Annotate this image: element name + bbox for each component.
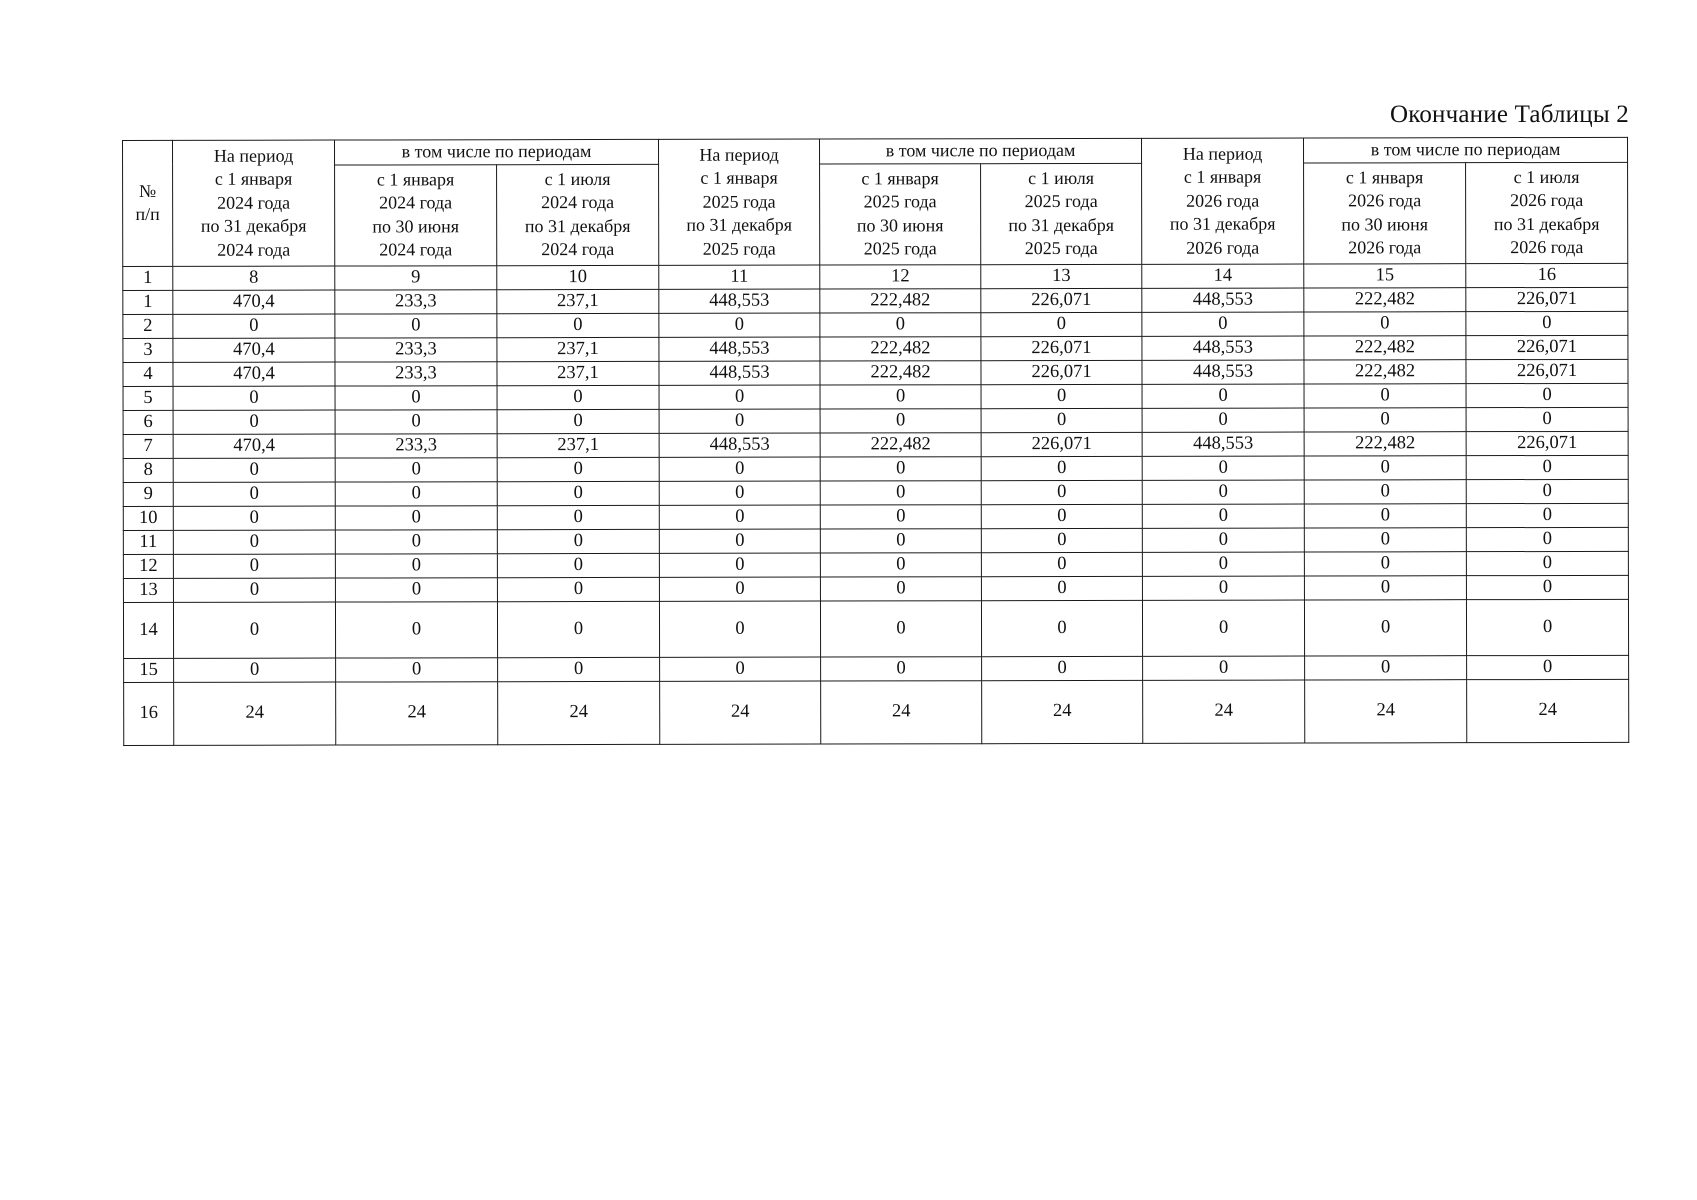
- row-number-cell: 5: [123, 386, 173, 410]
- value-cell: 222,482: [1304, 287, 1466, 311]
- value-cell: 0: [1142, 312, 1304, 336]
- value-cell: 226,071: [981, 360, 1142, 384]
- value-cell: 0: [981, 504, 1142, 528]
- value-cell: 0: [981, 600, 1142, 656]
- value-cell: 24: [174, 682, 336, 745]
- value-cell: 0: [497, 577, 659, 601]
- value-cell: 0: [335, 313, 497, 337]
- value-cell: 0: [659, 457, 820, 481]
- value-cell: 0: [821, 656, 982, 680]
- value-cell: 0: [981, 552, 1142, 576]
- value-cell: 0: [335, 601, 497, 657]
- table-row: [123, 479, 1628, 506]
- row-number-cell: 3: [123, 338, 173, 362]
- value-cell: 0: [820, 528, 981, 552]
- value-cell: 0: [659, 553, 820, 577]
- table-row: [123, 575, 1628, 602]
- value-cell: 0: [335, 457, 497, 481]
- value-cell: 448,553: [1142, 288, 1304, 312]
- value-cell: 0: [173, 506, 335, 530]
- value-cell: 0: [981, 408, 1142, 432]
- value-cell: 226,071: [981, 336, 1142, 360]
- column-number-cell: 11: [659, 265, 820, 289]
- value-cell: 237,1: [497, 361, 659, 385]
- row-number-cell: 6: [123, 410, 173, 434]
- value-cell: 222,482: [820, 336, 981, 360]
- table-row: [123, 599, 1628, 658]
- h1-2025-header: с 1 января 2025 года по 30 июня 2025 года: [820, 163, 981, 264]
- value-cell: 448,553: [659, 361, 820, 385]
- value-cell: 24: [1467, 679, 1629, 742]
- h2-2024-header: с 1 июля 2024 года по 31 декабря 2024 года: [497, 164, 659, 265]
- row-number-cell: 8: [123, 458, 173, 482]
- value-cell: 0: [497, 529, 659, 553]
- value-cell: 0: [173, 410, 335, 434]
- h2-2025-header: с 1 июля 2025 года по 31 декабря 2025 года: [981, 163, 1142, 264]
- column-number-cell: 15: [1304, 263, 1466, 287]
- value-cell: 24: [336, 681, 498, 744]
- value-cell: 448,553: [1142, 432, 1304, 456]
- column-number-cell: 8: [173, 266, 335, 290]
- row-number-cell: 16: [124, 682, 174, 745]
- value-cell: 0: [659, 313, 820, 337]
- total-2024-header: На период с 1 января 2024 года по 31 декабря 2024 года: [173, 140, 335, 266]
- value-cell: 0: [497, 385, 659, 409]
- value-cell: 226,071: [981, 432, 1142, 456]
- table-row: [123, 455, 1628, 482]
- value-cell: 0: [174, 658, 336, 682]
- value-cell: 0: [335, 505, 497, 529]
- value-cell: 0: [497, 457, 659, 481]
- value-cell: 226,071: [1466, 335, 1628, 359]
- value-cell: 0: [659, 505, 820, 529]
- column-number-cell: 1: [123, 266, 173, 290]
- table-row: [123, 359, 1628, 386]
- value-cell: 0: [1142, 384, 1304, 408]
- column-number-row: [123, 263, 1628, 290]
- value-cell: 0: [1142, 528, 1304, 552]
- value-cell: 448,553: [1142, 336, 1304, 360]
- value-cell: 0: [981, 312, 1142, 336]
- value-cell: 0: [1142, 552, 1304, 576]
- row-number-cell: 11: [123, 530, 173, 554]
- table-row: [123, 527, 1628, 554]
- value-cell: 0: [659, 529, 820, 553]
- value-cell: 226,071: [981, 288, 1142, 312]
- row-number-cell: 15: [124, 658, 174, 682]
- value-cell: 0: [1304, 455, 1466, 479]
- column-number-cell: 9: [335, 265, 497, 289]
- value-cell: 0: [820, 456, 981, 480]
- value-cell: 448,553: [1142, 360, 1304, 384]
- row-number-cell: 4: [123, 362, 173, 386]
- value-cell: 0: [820, 480, 981, 504]
- value-cell: 0: [1466, 503, 1628, 527]
- value-cell: 237,1: [497, 289, 659, 313]
- row-number-cell: 7: [123, 434, 173, 458]
- value-cell: 0: [659, 481, 820, 505]
- value-cell: 0: [335, 529, 497, 553]
- value-cell: 0: [335, 577, 497, 601]
- value-cell: 237,1: [497, 337, 659, 361]
- row-number-cell: 12: [123, 554, 173, 578]
- value-cell: 0: [1142, 456, 1304, 480]
- value-cell: 0: [1143, 656, 1305, 680]
- value-cell: 0: [497, 481, 659, 505]
- value-cell: 0: [1142, 480, 1304, 504]
- row-number-cell: 1: [123, 290, 173, 314]
- value-cell: 470,4: [173, 290, 335, 314]
- value-cell: 0: [335, 385, 497, 409]
- value-cell: 470,4: [173, 434, 335, 458]
- h1-2024-header: с 1 января 2024 года по 30 июня 2024 года: [335, 164, 497, 265]
- value-cell: 0: [497, 505, 659, 529]
- table-row: [123, 551, 1628, 578]
- value-cell: 0: [820, 408, 981, 432]
- table-row: [123, 287, 1628, 314]
- column-number-cell: 12: [820, 264, 981, 288]
- value-cell: 222,482: [1304, 335, 1466, 359]
- value-cell: 24: [1143, 680, 1305, 743]
- value-cell: 0: [173, 554, 335, 578]
- total-2026-header: На период с 1 января 2026 года по 31 декабря 2026 года: [1142, 138, 1304, 264]
- value-cell: 0: [1304, 503, 1466, 527]
- value-cell: 222,482: [820, 288, 981, 312]
- value-cell: 0: [1466, 599, 1628, 655]
- table-row: [123, 335, 1628, 362]
- value-cell: 448,553: [659, 337, 820, 361]
- value-cell: 0: [497, 601, 659, 657]
- value-cell: 233,3: [335, 337, 497, 361]
- value-cell: 0: [1466, 551, 1628, 575]
- value-cell: 226,071: [1466, 359, 1628, 383]
- value-cell: 0: [1304, 407, 1466, 431]
- table-row: [123, 431, 1628, 458]
- value-cell: 0: [173, 314, 335, 338]
- value-cell: 0: [659, 385, 820, 409]
- value-cell: 226,071: [1466, 287, 1628, 311]
- value-cell: 0: [981, 480, 1142, 504]
- table-row: [123, 407, 1628, 434]
- value-cell: 222,482: [1304, 431, 1466, 455]
- value-cell: 233,3: [335, 361, 497, 385]
- value-cell: 0: [820, 384, 981, 408]
- subperiods-2024-header: в том числе по периодам: [335, 139, 659, 164]
- value-cell: 0: [659, 409, 820, 433]
- value-cell: 24: [498, 681, 660, 744]
- value-cell: 0: [981, 576, 1142, 600]
- value-cell: 0: [497, 313, 659, 337]
- value-cell: 0: [1466, 407, 1628, 431]
- column-number-cell: 13: [981, 264, 1142, 288]
- row-number-cell: 2: [123, 314, 173, 338]
- value-cell: 0: [820, 504, 981, 528]
- table-row: [124, 655, 1629, 682]
- table-row: [124, 679, 1629, 745]
- value-cell: 0: [1466, 527, 1628, 551]
- h1-2026-header: с 1 января 2026 года по 30 июня 2026 года: [1304, 162, 1466, 263]
- subperiods-2026-header: в том числе по периодам: [1304, 137, 1628, 162]
- value-cell: 0: [497, 409, 659, 433]
- value-cell: 0: [1304, 575, 1466, 599]
- value-cell: 0: [1304, 311, 1466, 335]
- row-number-cell: 14: [123, 602, 173, 658]
- value-cell: 0: [820, 552, 981, 576]
- value-cell: 470,4: [173, 362, 335, 386]
- value-cell: 0: [1466, 311, 1628, 335]
- value-cell: 0: [1305, 655, 1467, 679]
- value-cell: 0: [335, 409, 497, 433]
- row-number-cell: 9: [123, 482, 173, 506]
- value-cell: 0: [1466, 455, 1628, 479]
- value-cell: 24: [821, 680, 982, 743]
- table-row: [123, 503, 1628, 530]
- value-cell: 0: [1142, 600, 1304, 656]
- value-cell: 0: [497, 553, 659, 577]
- value-cell: 0: [1142, 576, 1304, 600]
- value-cell: 0: [335, 481, 497, 505]
- table-caption: Окончание Таблицы 2: [1389, 101, 1629, 128]
- value-cell: 0: [335, 553, 497, 577]
- value-cell: 233,3: [335, 289, 497, 313]
- table-row: [123, 383, 1628, 410]
- total-2025-header: На период с 1 января 2025 года по 31 декабря 2025 года: [659, 139, 820, 265]
- value-cell: 226,071: [1466, 431, 1628, 455]
- row-number-header: № п/п: [123, 140, 173, 266]
- value-cell: 0: [981, 384, 1142, 408]
- value-cell: 24: [982, 680, 1143, 743]
- subperiods-2025-header: в том числе по периодам: [820, 138, 1142, 163]
- table-body: [123, 263, 1629, 745]
- value-cell: 0: [982, 656, 1143, 680]
- value-cell: 0: [173, 530, 335, 554]
- value-cell: 0: [820, 576, 981, 600]
- value-cell: 222,482: [820, 360, 981, 384]
- data-table: [122, 137, 1629, 746]
- value-cell: 0: [659, 577, 820, 601]
- value-cell: 0: [1142, 504, 1304, 528]
- value-cell: 0: [981, 456, 1142, 480]
- value-cell: 0: [173, 602, 335, 658]
- value-cell: 0: [659, 601, 820, 657]
- value-cell: 222,482: [1304, 359, 1466, 383]
- value-cell: 0: [820, 312, 981, 336]
- value-cell: 0: [1142, 408, 1304, 432]
- value-cell: 0: [660, 657, 821, 681]
- value-cell: 0: [1466, 479, 1628, 503]
- value-cell: 0: [1304, 383, 1466, 407]
- value-cell: 470,4: [173, 338, 335, 362]
- value-cell: 0: [1304, 551, 1466, 575]
- value-cell: 222,482: [820, 432, 981, 456]
- value-cell: 0: [1466, 575, 1628, 599]
- value-cell: 0: [173, 386, 335, 410]
- row-number-cell: 13: [123, 578, 173, 602]
- table-header: [123, 137, 1628, 266]
- column-number-cell: 14: [1142, 264, 1304, 288]
- value-cell: 448,553: [659, 433, 820, 457]
- value-cell: 24: [660, 681, 821, 744]
- column-number-cell: 16: [1466, 263, 1628, 287]
- value-cell: 0: [498, 657, 660, 681]
- value-cell: 24: [1305, 679, 1467, 742]
- value-cell: 237,1: [497, 433, 659, 457]
- value-cell: 0: [981, 528, 1142, 552]
- value-cell: 0: [1304, 479, 1466, 503]
- value-cell: 0: [173, 482, 335, 506]
- value-cell: 448,553: [659, 289, 820, 313]
- value-cell: 0: [336, 657, 498, 681]
- value-cell: 0: [173, 458, 335, 482]
- value-cell: 0: [1467, 655, 1629, 679]
- value-cell: 0: [820, 600, 981, 656]
- value-cell: 0: [1304, 599, 1466, 655]
- table-row: [123, 311, 1628, 338]
- value-cell: 0: [1466, 383, 1628, 407]
- row-number-cell: 10: [123, 506, 173, 530]
- column-number-cell: 10: [497, 265, 659, 289]
- h2-2026-header: с 1 июля 2026 года по 31 декабря 2026 года: [1466, 162, 1628, 263]
- value-cell: 233,3: [335, 433, 497, 457]
- value-cell: 0: [173, 578, 335, 602]
- value-cell: 0: [1304, 527, 1466, 551]
